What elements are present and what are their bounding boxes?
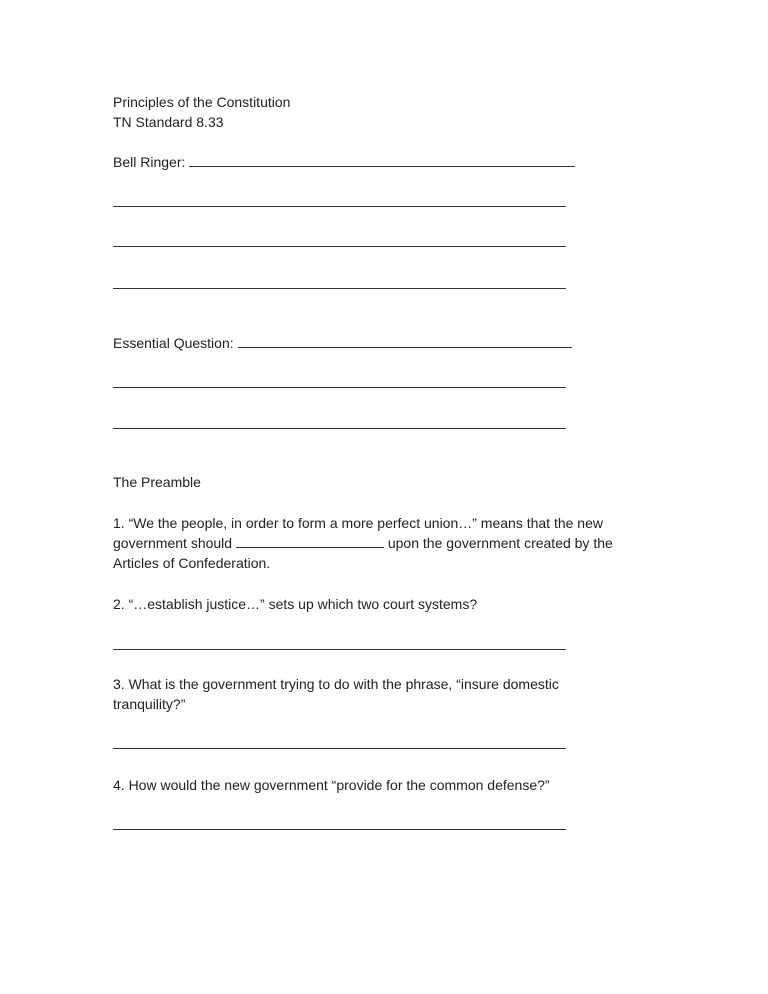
- question-1-line-3: Articles of Confederation.: [113, 555, 271, 571]
- question-3-line-2: tranquility?”: [113, 696, 186, 712]
- question-1-line-1: 1. “We the people, in order to form a more perfect union…” means that the new: [113, 515, 603, 531]
- preamble-heading: The Preamble: [113, 474, 201, 490]
- bell-ringer-answer-line-2[interactable]: [113, 246, 566, 247]
- essential-question-row: [113, 333, 572, 353]
- question-2-answer-line[interactable]: [113, 649, 566, 650]
- bell-ringer-blank[interactable]: [189, 152, 575, 167]
- essential-question-answer-line-2[interactable]: [113, 428, 566, 429]
- bell-ringer-row: [113, 152, 575, 172]
- question-1-text-after: upon the government created by the: [383, 535, 613, 551]
- question-2-text: 2. “…establish justice…” sets up which two court systems?: [113, 596, 478, 612]
- question-4-answer-line[interactable]: [113, 829, 566, 830]
- question-3-answer-line[interactable]: [113, 748, 566, 749]
- question-4-text: 4. How would the new government “provide for the common defense?”: [113, 777, 550, 793]
- worksheet-standard: TN Standard 8.33: [113, 114, 224, 130]
- worksheet-title: Principles of the Constitution: [113, 94, 291, 110]
- question-1-blank[interactable]: [236, 533, 384, 548]
- essential-question-label: Essential Question:: [113, 335, 238, 351]
- essential-question-answer-line-1[interactable]: [113, 387, 566, 388]
- essential-question-blank[interactable]: [238, 333, 572, 348]
- question-3-line-1: 3. What is the government trying to do with the phrase, “insure domestic: [113, 676, 559, 692]
- bell-ringer-answer-line-3[interactable]: [113, 288, 566, 289]
- bell-ringer-answer-line-1[interactable]: [113, 206, 566, 207]
- question-1-text-before: government should: [113, 535, 236, 551]
- bell-ringer-label: Bell Ringer:: [113, 154, 190, 170]
- question-1-line-2: [113, 533, 613, 553]
